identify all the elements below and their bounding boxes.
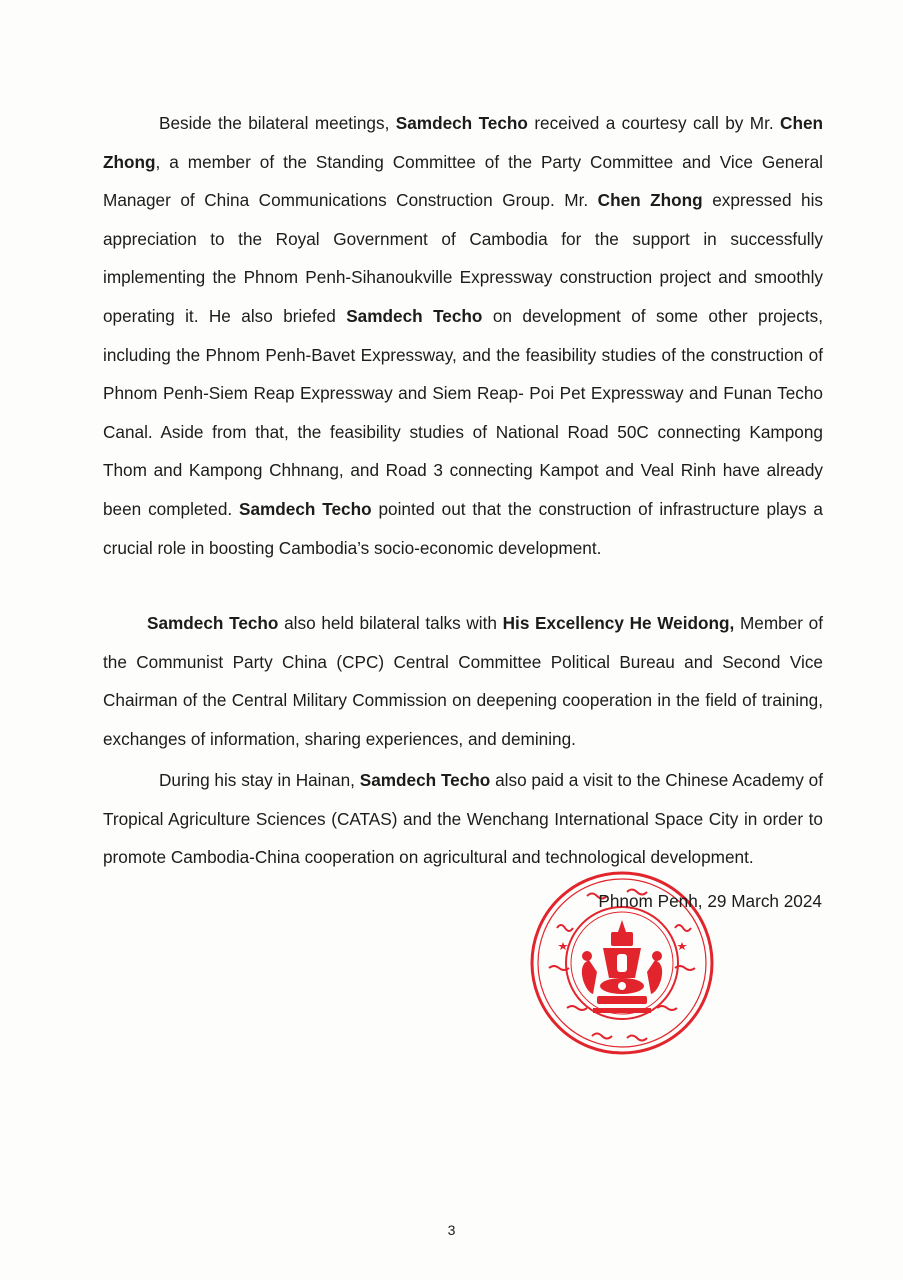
paragraph-hainan-visit: [103, 761, 823, 877]
text-segment: Beside the bilateral meetings,: [159, 113, 396, 133]
bold-name: Samdech Techo: [395, 113, 528, 133]
text-segment: expressed his appreciation to the Royal Government of Cambodia for the support in successfully implementing the Phnom Penh-Sihanoukville Expressway construction project and smoothly operating it. He also briefed: [103, 190, 823, 326]
text-segment: Member of the Communist Party China (CPC) Central Committee Political Bureau and Second Vice Chairman of the Central Military Commission on deepening cooperation in the field of training, exchanges of information, sharing experiences, and demining.: [103, 613, 823, 749]
paragraph-courtesy-call: [103, 104, 823, 567]
paragraph-bilateral-talks: [103, 604, 823, 758]
bold-name: Samdech Techo: [359, 770, 491, 790]
date-line: Phnom Penh, 29 March 2024: [598, 891, 822, 911]
bold-name: Chen Zhong: [597, 190, 703, 211]
bold-name: Samdech Techo: [346, 305, 483, 326]
page-number: 3: [447, 1222, 456, 1238]
text-segment: During his stay in Hainan,: [159, 770, 360, 790]
text-segment: on development of some other projects, including the Phnom Penh-Bavet Expressway, and the feasibility studies of the construction of Phnom Penh-Siem Reap Expressway and Siem Reap- Poi Pet Expressway and Funan Techo Canal. Aside from that, the feasibility studies of National Road 50C connecting Kampong Thom and Kampong Chhnang, and Road 3 connecting Kampot and Veal Rinh have already been completed.: [103, 305, 823, 519]
bold-name: His Excellency He Weidong,: [502, 613, 735, 633]
bold-name: Samdech Techo: [239, 498, 372, 519]
bold-name: Samdech Techo: [147, 613, 279, 633]
text-segment: pointed out that the construction of infrastructure plays a crucial role in boosting Cambodia’s socio-economic development.: [103, 498, 823, 558]
bold-name: Chen Zhong: [103, 113, 823, 172]
text-segment: also paid a visit to the Chinese Academy of Tropical Agriculture Sciences (CATAS) and the Wenchang International Space City in order to promote Cambodia-China cooperation on agricultural and technological development.: [103, 770, 823, 868]
text-segment: also held bilateral talks with: [278, 613, 503, 633]
text-segment: , a member of the Standing Committee of the Party Committee and Vice General Manager of China Communications Construction Group. Mr.: [103, 151, 823, 211]
text-segment: received a courtesy call by Mr.: [527, 113, 781, 133]
